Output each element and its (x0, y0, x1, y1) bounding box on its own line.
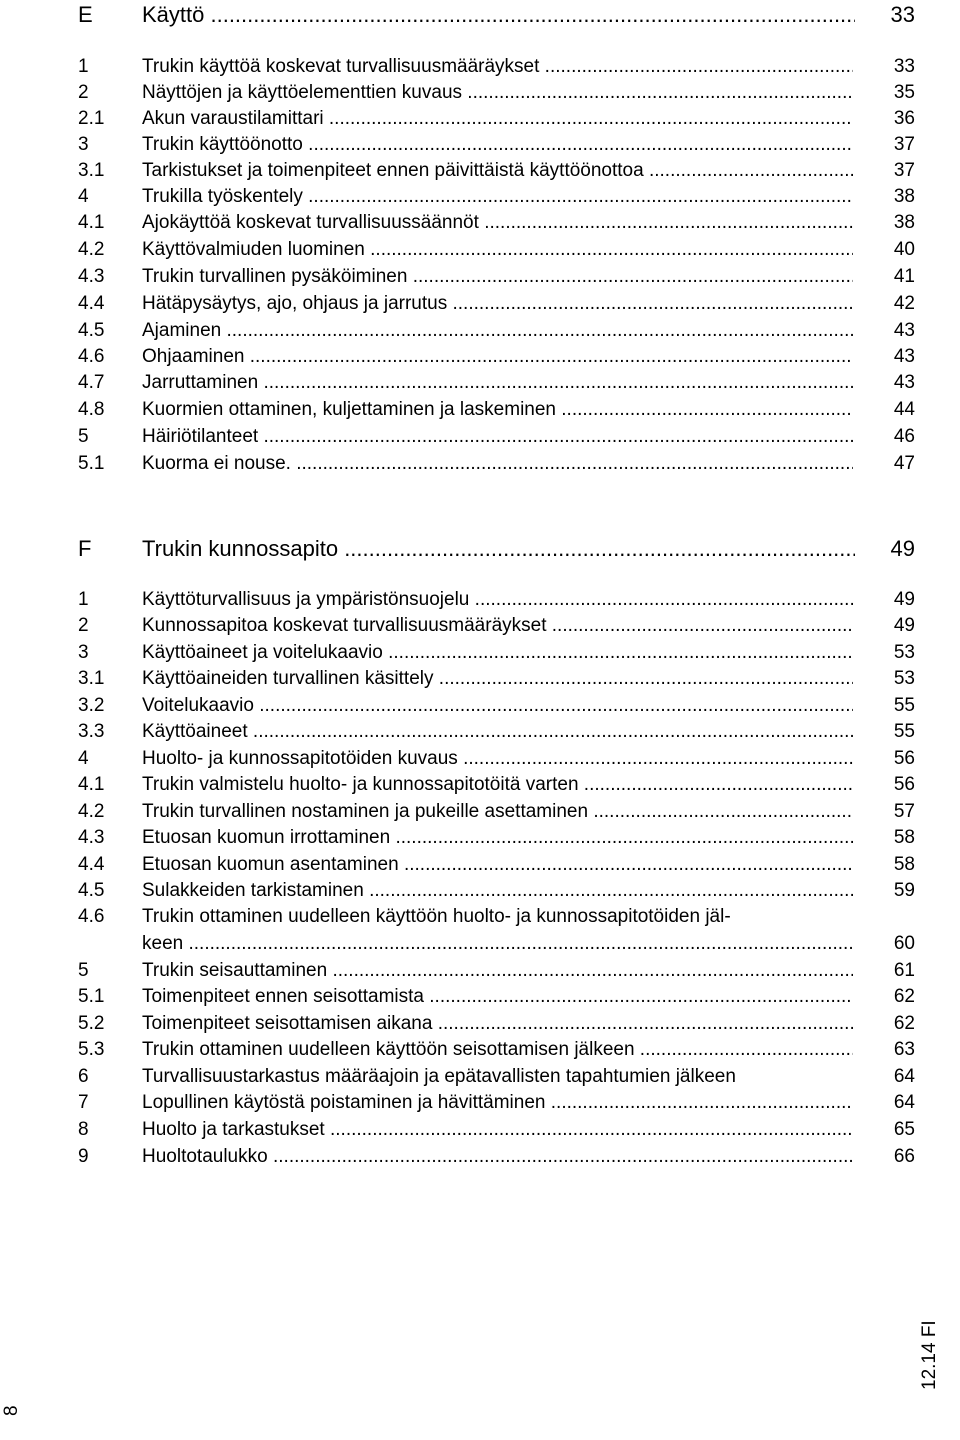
entry-title: Trukin turvallinen nostaminen ja pukeille asettaminen ..... (142, 801, 853, 822)
toc-entry[interactable] (78, 264, 915, 290)
toc-entry[interactable] (78, 1090, 915, 1116)
entry-page: 53 (893, 642, 915, 663)
toc-entry[interactable] (78, 878, 915, 904)
entry-page: 46 (893, 426, 915, 447)
entry-page: 64 (893, 1066, 915, 1087)
toc-entry[interactable] (78, 291, 915, 317)
toc-entry[interactable] (78, 1117, 915, 1143)
toc-entry[interactable] (78, 1011, 915, 1037)
section-letter: E (78, 2, 93, 27)
entry-title: Ajokäyttöä koskevat turvallisuussäännöt ..... (142, 212, 853, 233)
entry-title: Kunnossapitoa koskevat turvallisuusmääräykset ..... (142, 615, 853, 636)
toc-entry[interactable] (78, 451, 915, 477)
entry-number: 1 (78, 56, 89, 77)
entry-number: 4.2 (78, 239, 105, 260)
toc-entry[interactable] (78, 424, 915, 450)
entry-page: 62 (893, 986, 915, 1007)
entry-number: 5.3 (78, 1039, 105, 1060)
page-number: 8 (1, 1405, 22, 1416)
toc-entry[interactable] (78, 746, 915, 772)
entry-number: 4 (78, 186, 89, 207)
entry-title: Huoltotaulukko ..... (142, 1146, 853, 1167)
entry-title: Käyttöaineet ..... (142, 721, 853, 742)
toc-entry[interactable] (78, 184, 915, 210)
entry-number: 4.4 (78, 854, 105, 875)
toc-entry-wrapped-first-line[interactable] (78, 904, 915, 930)
toc-entry[interactable] (78, 693, 915, 719)
toc-entry[interactable] (78, 852, 915, 878)
entry-title: Käyttöaineet ja voitelukaavio ..... (142, 642, 853, 663)
entry-title: Akun varaustilamittari ..... (142, 108, 853, 129)
entry-number: 5.1 (78, 986, 105, 1007)
entry-page: 61 (893, 960, 915, 981)
entry-page: 38 (893, 212, 915, 233)
entry-number: 4.8 (78, 399, 105, 420)
entry-title: Etuosan kuomun irrottaminen ..... (142, 827, 853, 848)
entry-page: 63 (893, 1039, 915, 1060)
entry-page: 47 (893, 453, 915, 474)
entry-number: 4 (78, 748, 89, 769)
entry-title: Trukilla työskentely ..... (142, 186, 853, 207)
entry-number: 4.2 (78, 801, 105, 822)
entry-number: 4.3 (78, 827, 105, 848)
entry-page: 58 (893, 827, 915, 848)
entry-page: 65 (893, 1119, 915, 1140)
toc-entry-wrapped-continuation[interactable] (78, 931, 915, 957)
entry-title: Hätäpysäytys, ajo, ohjaus ja jarrutus ..... (142, 293, 853, 314)
toc-entry[interactable] (78, 825, 915, 851)
entry-title: Voitelukaavio ..... (142, 695, 853, 716)
entry-page: 57 (893, 801, 915, 822)
entry-page: 56 (893, 774, 915, 795)
entry-title: Huolto- ja kunnossapitotöiden kuvaus ..... (142, 748, 853, 769)
toc-section-heading-e[interactable] (78, 0, 915, 30)
entry-page: 43 (893, 346, 915, 367)
toc-entry[interactable] (78, 210, 915, 236)
entry-number: 5.1 (78, 453, 105, 474)
entry-page: 43 (893, 372, 915, 393)
toc-entry[interactable] (78, 613, 915, 639)
entry-title: keen ..... (142, 933, 853, 954)
entry-title: Kuorma ei nouse. ..... (142, 453, 853, 474)
entry-page: 35 (893, 82, 915, 103)
entry-number: 4.4 (78, 293, 105, 314)
entry-page: 38 (893, 186, 915, 207)
entry-page: 64 (893, 1092, 915, 1113)
toc-entry[interactable] (78, 397, 915, 423)
entry-number: 3 (78, 134, 89, 155)
entry-title: Trukin käyttöä koskevat turvallisuusmääräykset ..... (142, 56, 853, 77)
entry-page: 44 (893, 399, 915, 420)
entry-number: 5.2 (78, 1013, 105, 1034)
entry-page: 40 (893, 239, 915, 260)
entry-title: Kuormien ottaminen, kuljettaminen ja laskeminen ..... (142, 399, 853, 420)
section-letter: F (78, 536, 92, 561)
entry-number: 4.7 (78, 372, 105, 393)
entry-title: Käyttöaineiden turvallinen käsittely ..... (142, 668, 853, 689)
toc-entry[interactable] (78, 772, 915, 798)
entry-page: 58 (893, 854, 915, 875)
entry-title: Tarkistukset ja toimenpiteet ennen päivittäistä käyttöönottoa ..... (142, 160, 853, 181)
entry-number: 5 (78, 426, 89, 447)
edition-code: 12.14 FI (919, 1320, 940, 1390)
entry-page: 56 (893, 748, 915, 769)
entry-page: 42 (893, 293, 915, 314)
toc-entry[interactable] (78, 132, 915, 158)
toc-entry[interactable] (78, 158, 915, 184)
entry-number: 4.6 (78, 906, 105, 927)
entry-page: 49 (893, 615, 915, 636)
entry-number: 3.2 (78, 695, 105, 716)
toc-entry[interactable] (78, 344, 915, 370)
toc-section-heading-f[interactable] (78, 534, 915, 564)
entry-page: 37 (893, 160, 915, 181)
entry-number: 3.1 (78, 160, 105, 181)
entry-number: 4.1 (78, 774, 105, 795)
toc-entry[interactable] (78, 984, 915, 1010)
toc-entry[interactable] (78, 958, 915, 984)
toc-entry[interactable] (78, 1037, 915, 1063)
entry-page: 55 (893, 721, 915, 742)
entry-page: 43 (893, 320, 915, 341)
entry-title: Käyttöturvallisuus ja ympäristönsuojelu ..... (142, 589, 853, 610)
entry-number: 3.3 (78, 721, 105, 742)
section-page: 33 (890, 2, 915, 27)
entry-title: Trukin seisauttaminen ..... (142, 960, 853, 981)
entry-page: 59 (893, 880, 915, 901)
entry-number: 8 (78, 1119, 89, 1140)
entry-title: Turvallisuustarkastus määräajoin ja epätavallisten tapahtumien jälkeen (142, 1066, 736, 1087)
entry-page: 37 (893, 134, 915, 155)
toc-entry[interactable] (78, 1144, 915, 1170)
toc-entry[interactable] (78, 719, 915, 745)
entry-number: 7 (78, 1092, 89, 1113)
entry-page: 53 (893, 668, 915, 689)
entry-page: 60 (893, 933, 915, 954)
entry-number: 2 (78, 615, 89, 636)
entry-page: 36 (893, 108, 915, 129)
toc-entry[interactable] (78, 587, 915, 613)
entry-title: Jarruttaminen ..... (142, 372, 853, 393)
entry-number: 4.1 (78, 212, 105, 233)
toc-entry[interactable] (78, 640, 915, 666)
entry-title: Näyttöjen ja käyttöelementtien kuvaus ..... (142, 82, 853, 103)
entry-title: Trukin ottaminen uudelleen käyttöön seisottamisen jälkeen ..... (142, 1039, 853, 1060)
entry-page: 41 (893, 266, 915, 287)
entry-number: 2 (78, 82, 89, 103)
entry-title-line-1: Trukin ottaminen uudelleen käyttöön huolto- ja kunnossapitotöiden jäl- (142, 906, 731, 927)
section-title: Trukin kunnossapito ..... (142, 536, 855, 561)
entry-page: 66 (893, 1146, 915, 1167)
entry-title: Trukin valmistelu huolto- ja kunnossapitotöitä varten ..... (142, 774, 853, 795)
entry-number: 1 (78, 589, 89, 610)
entry-title: Käyttövalmiuden luominen ..... (142, 239, 853, 260)
entry-number: 6 (78, 1066, 89, 1087)
section-page: 49 (890, 536, 915, 561)
toc-entry[interactable] (78, 318, 915, 344)
entry-page: 33 (893, 56, 915, 77)
toc-entry[interactable] (78, 799, 915, 825)
entry-number: 4.5 (78, 880, 105, 901)
entry-title: Ohjaaminen ..... (142, 346, 853, 367)
entry-title: Trukin turvallinen pysäköiminen ..... (142, 266, 853, 287)
toc-entry[interactable] (78, 54, 915, 80)
entry-title: Toimenpiteet seisottamisen aikana ..... (142, 1013, 853, 1034)
entry-title: Trukin käyttöönotto ..... (142, 134, 853, 155)
toc-entry[interactable] (78, 106, 915, 132)
toc-entry[interactable] (78, 237, 915, 263)
entry-number: 4.6 (78, 346, 105, 367)
entry-title: Häiriötilanteet ..... (142, 426, 853, 447)
toc-entry[interactable] (78, 666, 915, 692)
entry-number: 3 (78, 642, 89, 663)
entry-title: Lopullinen käytöstä poistaminen ja hävittäminen ..... (142, 1092, 853, 1113)
entry-number: 3.1 (78, 668, 105, 689)
entry-title: Sulakkeiden tarkistaminen ..... (142, 880, 853, 901)
entry-number: 4.3 (78, 266, 105, 287)
entry-page: 55 (893, 695, 915, 716)
entry-title: Toimenpiteet ennen seisottamista ..... (142, 986, 853, 1007)
entry-page: 49 (893, 589, 915, 610)
entry-number: 9 (78, 1146, 89, 1167)
section-title: Käyttö ..... (142, 2, 855, 27)
toc-entry[interactable] (78, 80, 915, 106)
entry-number: 2.1 (78, 108, 105, 129)
entry-page: 62 (893, 1013, 915, 1034)
entry-number: 4.5 (78, 320, 105, 341)
toc-entry[interactable] (78, 1064, 915, 1090)
entry-title: Ajaminen ..... (142, 320, 853, 341)
entry-title: Etuosan kuomun asentaminen ..... (142, 854, 853, 875)
toc-entry[interactable] (78, 370, 915, 396)
entry-number: 5 (78, 960, 89, 981)
entry-title: Huolto ja tarkastukset ..... (142, 1119, 853, 1140)
